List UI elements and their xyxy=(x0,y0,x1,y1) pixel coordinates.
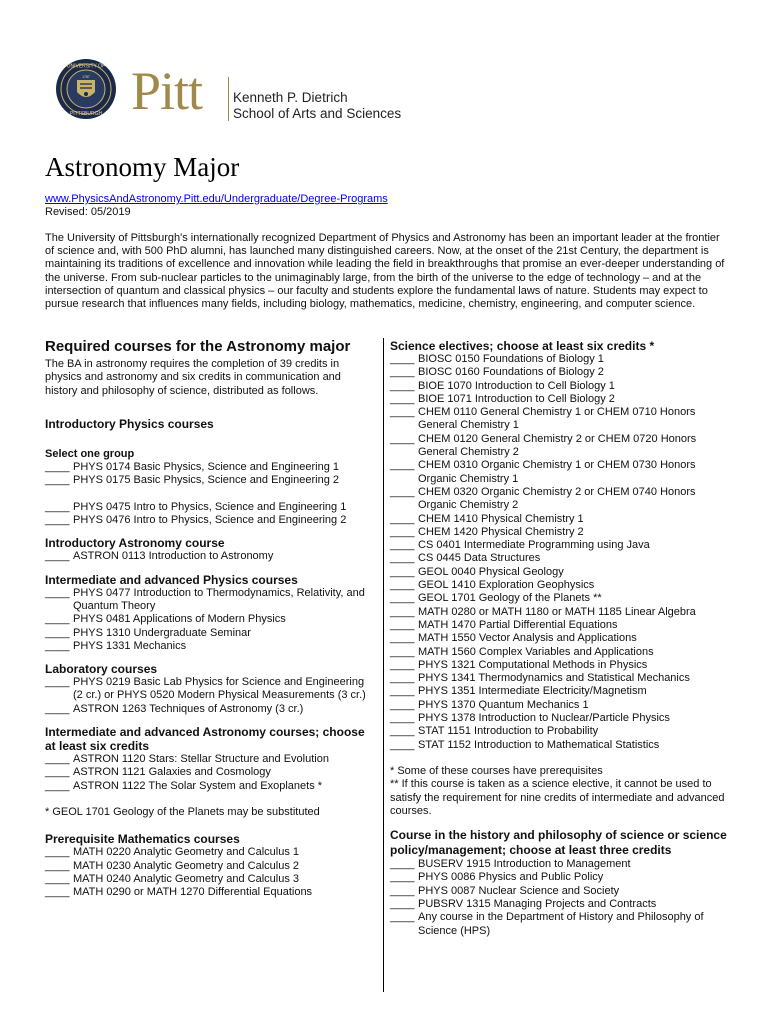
revised-date: Revised: 05/2019 xyxy=(45,206,131,218)
svg-text:PITTSBURGH: PITTSBURGH xyxy=(69,111,103,117)
list-item: ____ MATH 0280 or MATH 1180 or MATH 1185 Linear Algebra xyxy=(390,605,696,618)
list-item: ____ CHEM 1420 Physical Chemistry 2 xyxy=(390,525,584,538)
list-item: ____ PHYS 0475 Intro to Physics, Science and Engineering 1 xyxy=(45,500,347,513)
list-item: ____ ASTRON 0113 Introduction to Astronomy xyxy=(45,550,274,563)
list-item: ____ CHEM 0120 General Chemistry 2 or CHEM 0720 Honors General Chemistry 2 xyxy=(390,432,697,459)
required-courses-heading: Required courses for the Astronomy major xyxy=(45,338,351,355)
list-item: ____ MATH 1560 Complex Variables and Applications xyxy=(390,645,654,658)
list-item: ____ PHYS 0481 Applications of Modern Physics xyxy=(45,613,286,626)
list-item: ____ MATH 0230 Analytic Geometry and Calculus 2 xyxy=(45,859,300,872)
list-item: ____ BIOSC 0160 Foundations of Biology 2 xyxy=(390,366,604,379)
electives-list xyxy=(390,353,730,752)
list-item: ____ STAT 1151 Introduction to Probability xyxy=(390,725,599,738)
list-item: ____ ASTRON 1121 Galaxies and Cosmology xyxy=(45,766,271,779)
requirements-description: The BA in astronomy requires the completion of 39 credits in physics and astronomy and six credits in communication and history and philosophy of science, distributed as follows. xyxy=(45,358,341,397)
intro-astronomy-heading: Introductory Astronomy course xyxy=(45,536,225,551)
list-item: ____ CHEM 0320 Organic Chemistry 2 or CHEM 0740 Honors Organic Chemistry 2 xyxy=(390,485,696,512)
list-item: ____ PHYS 1351 Intermediate Electricity/Magnetism xyxy=(390,685,647,698)
degree-programs-link[interactable]: www.PhysicsAndAstronomy.Pitt.edu/Undergraduate/Degree-Programs xyxy=(45,193,388,205)
list-item: ____ PHYS 1378 Introduction to Nuclear/Particle Physics xyxy=(390,712,670,725)
list-item: ____ ASTRON 1122 The Solar System and Exoplanets * xyxy=(45,779,323,792)
school-line-2: School of Arts and Sciences xyxy=(233,106,402,121)
column-divider xyxy=(383,338,384,992)
list-item: ____ CHEM 1410 Physical Chemistry 1 xyxy=(390,512,584,525)
list-item: ____ ASTRON 1263 Techniques of Astronomy (3 cr.) xyxy=(45,702,304,715)
list-item: ____ CHEM 0310 Organic Chemistry 1 or CHEM 0730 Honors Organic Chemistry 1 xyxy=(390,459,696,485)
list-item: ____ MATH 0220 Analytic Geometry and Calculus 1 xyxy=(45,846,300,859)
list-item: ____ PHYS 0174 Basic Physics, Science and Engineering 1 xyxy=(45,461,339,474)
list-item: ____ STAT 1152 Introduction to Mathematical Statistics xyxy=(390,738,660,751)
list-item: ____ MATH 1550 Vector Analysis and Applications xyxy=(390,632,637,645)
list-item: ____ CS 0401 Intermediate Programming using Java xyxy=(390,539,650,552)
university-seal-icon xyxy=(55,58,117,120)
prerequisites-note: * Some of these courses have prerequisites xyxy=(390,764,603,777)
list-item: ____ GEOL 1701 Geology of the Planets ** xyxy=(390,592,602,605)
list-item: ____ PUBSRV 1315 Managing Projects and Contracts xyxy=(390,897,657,910)
list-item: ____ MATH 0290 or MATH 1270 Differential Equations xyxy=(45,886,313,899)
math-heading: Prerequisite Mathematics courses xyxy=(45,832,240,847)
list-item: ____ BIOE 1070 Introduction to Cell Biology 1 xyxy=(390,379,615,392)
svg-text:UNIVERSITY OF: UNIVERSITY OF xyxy=(66,63,106,70)
list-item: ____ PHYS 0086 Physics and Public Policy xyxy=(390,871,604,884)
adv-astronomy-heading: Intermediate and advanced Astronomy courses; choose at least six credits xyxy=(45,725,365,754)
adv-physics-heading: Intermediate and advanced Physics courses xyxy=(45,572,298,587)
list-item: ____ PHYS 1310 Undergraduate Seminar xyxy=(45,626,251,639)
list-item: ____ BUSERV 1915 Introduction to Management xyxy=(390,858,631,871)
list-item: ____ MATH 0240 Analytic Geometry and Calculus 3 xyxy=(45,872,300,885)
geol-elective-note: ** If this course is taken as a science elective, it cannot be used to satisfy the requirement for nine credits of intermediate and advanced courses. xyxy=(390,778,725,817)
list-item: ____ PHYS 0476 Intro to Physics, Science and Engineering 2 xyxy=(45,514,347,527)
header-logo xyxy=(47,46,407,130)
science-electives-heading: Science electives; choose at least six credits * xyxy=(390,339,655,353)
list-item: ____ PHYS 0477 Introduction to Thermodynamics, Relativity, and Quantum Theory xyxy=(45,586,365,612)
list-item: ____ CHEM 0110 General Chemistry 1 or CHEM 0710 Honors General Chemistry 1 xyxy=(390,406,696,432)
list-item: ____ GEOL 0040 Physical Geology xyxy=(390,565,564,578)
list-item: ____ PHYS 0175 Basic Physics, Science and Engineering 2 xyxy=(45,474,339,487)
hps-heading: Course in the history and philosophy of science or science policy/management; choose at least three credits xyxy=(390,828,727,858)
list-item: ____ PHYS 1331 Mechanics xyxy=(45,639,187,652)
right-column xyxy=(390,339,730,938)
svg-text:1787: 1787 xyxy=(82,75,90,79)
list-item: ____ BIOE 1071 Introduction to Cell Biology 2 xyxy=(390,392,615,405)
school-line-1: Kenneth P. Dietrich xyxy=(233,90,348,105)
list-item: ____ PHYS 0219 Basic Lab Physics for Science and Engineering (2 cr.) or PHYS 0520 Modern Physical Measurements (3 cr.) xyxy=(45,676,366,702)
hps-list xyxy=(390,858,730,938)
intro-physics-heading: Introductory Physics courses xyxy=(45,416,214,431)
select-one-group: Select one group xyxy=(45,447,135,460)
list-item: ____ ASTRON 1120 Stars: Stellar Structure and Evolution xyxy=(45,753,329,766)
geol-substitution-note: * GEOL 1701 Geology of the Planets may be substituted xyxy=(45,805,320,818)
intro-paragraph: The University of Pittsburgh's internationally recognized Department of Physics and Astronomy has been an important leader at the frontier of science and, with 500 PhD alumni, has launched many distinguished careers. Now, at the onset of the 21st Century, the department is maintaining its traditions of excellence and innovation while leading the field in breakthroughs that promise an ever-deeper understanding of the universe. From sub-nuclear particles to the unimaginably large, from the birth of the universe to the edge of technology – and at the intersection of quantum and classical physics – our faculty and students explore the fundamental laws of nature. Students may expect to pursue research that influences many fields, including biology, mathematics, medicine, chemistry, engineering, and computer science. xyxy=(45,232,725,311)
left-column xyxy=(45,338,375,899)
list-item: ____ Any course in the Department of History and Philosophy of Science (HPS) xyxy=(390,911,704,937)
group2-list xyxy=(45,501,375,528)
pitt-wordmark: Pitt xyxy=(131,61,203,121)
list-item: ____ PHYS 1341 Thermodynamics and Statistical Mechanics xyxy=(390,672,690,685)
list-item: ____ BIOSC 0150 Foundations of Biology 1 xyxy=(390,353,604,365)
list-item: ____ GEOL 1410 Exploration Geophysics xyxy=(390,579,595,592)
list-item: ____ PHYS 1370 Quantum Mechanics 1 xyxy=(390,698,589,711)
header-divider xyxy=(228,77,229,121)
list-item: ____ CS 0445 Data Structures xyxy=(390,552,541,565)
page-title: Astronomy Major xyxy=(45,152,240,182)
list-item: ____ PHYS 1321 Computational Methods in Physics xyxy=(390,658,648,671)
list-item: ____ PHYS 0087 Nuclear Science and Society xyxy=(390,884,620,897)
lab-heading: Laboratory courses xyxy=(45,662,158,677)
group1-list xyxy=(45,461,375,488)
list-item: ____ MATH 1470 Partial Differential Equations xyxy=(390,618,618,631)
school-name xyxy=(233,90,401,122)
